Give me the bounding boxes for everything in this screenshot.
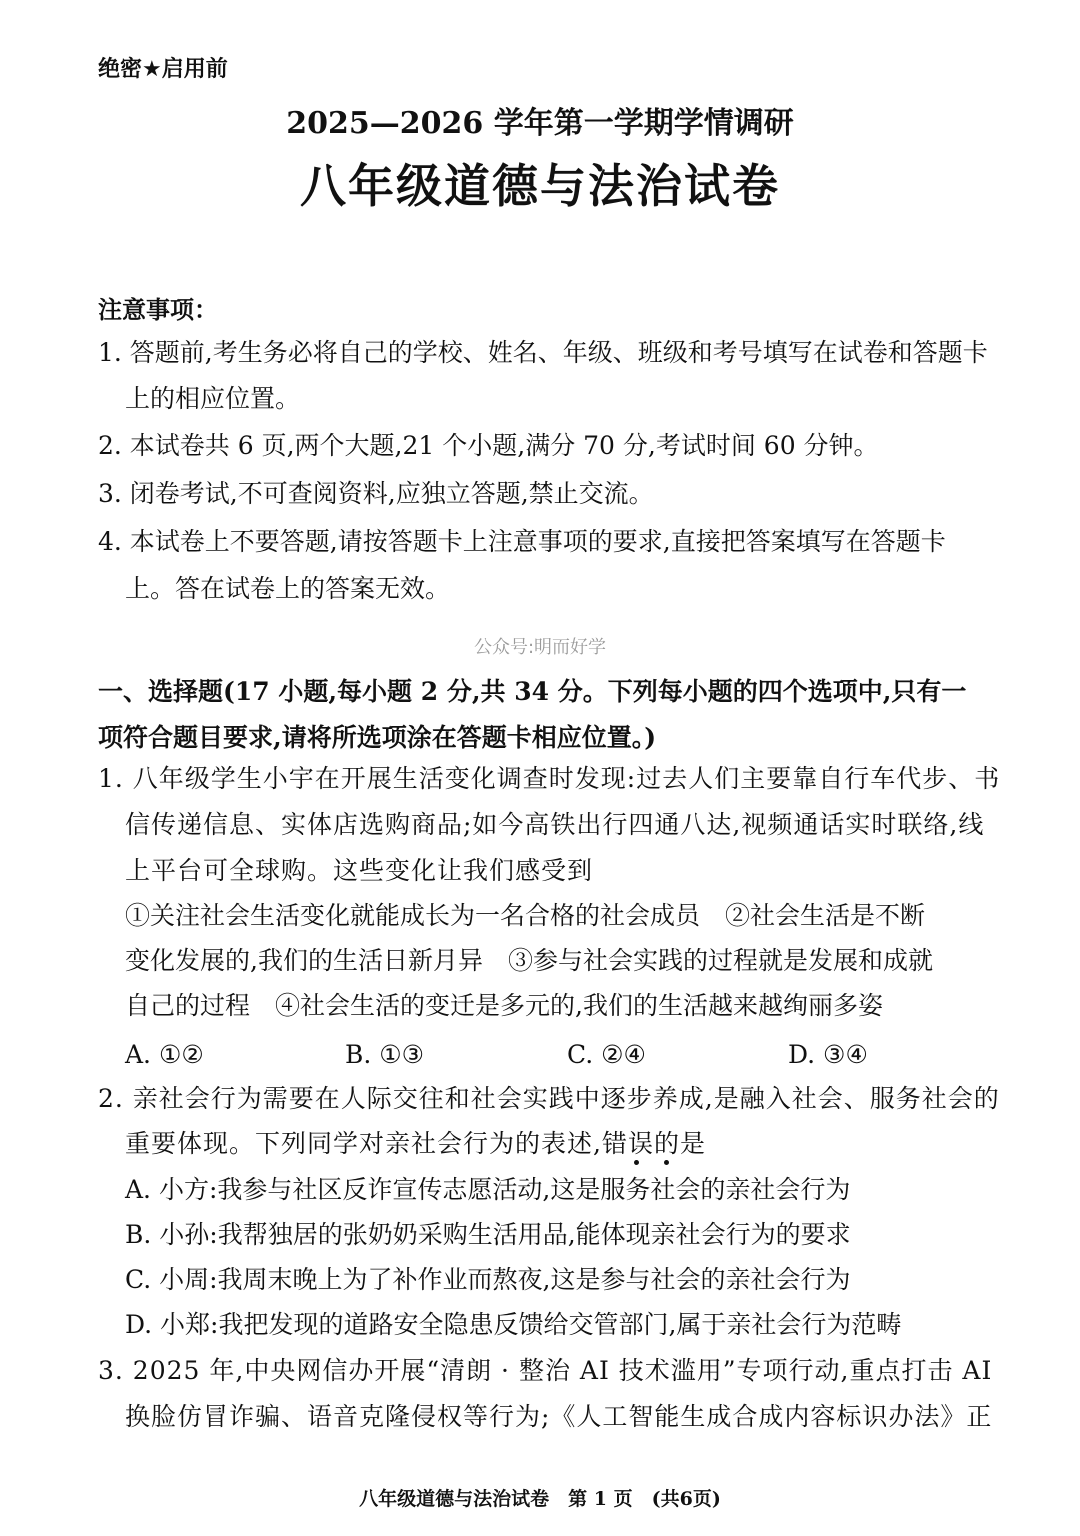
exam-title: 八年级道德与法治试卷: [300, 159, 780, 213]
question-1-items: 变化发展的,我们的生活日新月异 ③参与社会实践的过程就是发展和成就: [125, 946, 933, 975]
question-3-stem: 3. 2025 年,中央网信办开展“清朗 · 整治 AI 技术滥用”专项行动,重点打击 AI: [98, 1356, 993, 1385]
note-line: 4. 本试卷上不要答题,请按答题卡上注意事项的要求,直接把答案填写在答题卡: [98, 527, 946, 556]
section-heading: 项符合题目要求,请将所选项涂在答题卡相应位置。): [98, 723, 657, 752]
question-1-option-b: B. ①③: [345, 1040, 425, 1069]
note-line: 上的相应位置。: [125, 384, 301, 413]
question-1-option-d: D. ③④: [788, 1040, 868, 1069]
confidential-mark: 绝密★启用前: [98, 57, 228, 82]
question-2-option-a: A. 小方:我参与社区反诈宣传志愿活动,这是服务社会的亲社会行为: [125, 1175, 851, 1204]
question-1-stem: 上平台可全球购。这些变化让我们感受到: [125, 856, 594, 885]
note-line: 3. 闭卷考试,不可查阅资料,应独立答题,禁止交流。: [98, 479, 654, 508]
note-line: 2. 本试卷共 6 页,两个大题,21 个小题,满分 70 分,考试时间 60 分钟。: [98, 431, 879, 460]
note-line: 上。答在试卷上的答案无效。: [125, 574, 451, 603]
section-heading: 一、选择题(17 小题,每小题 2 分,共 34 分。下列每小题的四个选项中,只有一: [98, 677, 967, 706]
question-1-stem: 信传递信息、实体店选购商品;如今高铁出行四通八达,视频通话实时联络,线: [125, 810, 985, 839]
question-2-option-c: C. 小周:我周末晚上为了补作业而熬夜,这是参与社会的亲社会行为: [125, 1265, 851, 1294]
question-1-option-a: A. ①②: [125, 1040, 204, 1069]
exam-subtitle: 2025—2026 学年第一学期学情调研: [286, 106, 794, 141]
question-1-items: 自己的过程 ④社会生活的变迁是多元的,我们的生活越来越绚丽多姿: [125, 991, 883, 1020]
question-1-option-c: C. ②④: [567, 1040, 646, 1069]
question-2-stem: 重要体现。下列同学对亲社会行为的表述,错误的是: [125, 1129, 706, 1158]
question-2-option-d: D. 小郑:我把发现的道路安全隐患反馈给交管部门,属于亲社会行为范畴: [125, 1310, 902, 1339]
question-2-option-b: B. 小孙:我帮独居的张奶奶采购生活用品,能体现亲社会行为的要求: [125, 1220, 851, 1249]
question-1-items: ①关注社会生活变化就能成长为一名合格的社会成员 ②社会生活是不断: [125, 901, 926, 930]
question-2-stem: 2. 亲社会行为需要在人际交往和社会实践中逐步养成,是融入社会、服务社会的: [98, 1084, 1000, 1113]
question-3-stem: 换脸仿冒诈骗、语音克隆侵权等行为;《人工智能生成合成内容标识办法》正: [125, 1402, 993, 1431]
note-line: 1. 答题前,考生务必将自己的学校、姓名、年级、班级和考号填写在试卷和答题卡: [98, 338, 988, 367]
notes-heading: 注意事项：: [98, 296, 218, 324]
watermark-text: 公众号:明而好学: [473, 637, 607, 658]
emphasis-dot: [664, 1160, 669, 1165]
page-footer: 八年级道德与法治试卷 第 1 页 (共6页): [359, 1488, 721, 1510]
emphasis-dot: [634, 1160, 639, 1165]
question-1-stem: 1. 八年级学生小宇在开展生活变化调查时发现:过去人们主要靠自行车代步、书: [98, 764, 1001, 793]
